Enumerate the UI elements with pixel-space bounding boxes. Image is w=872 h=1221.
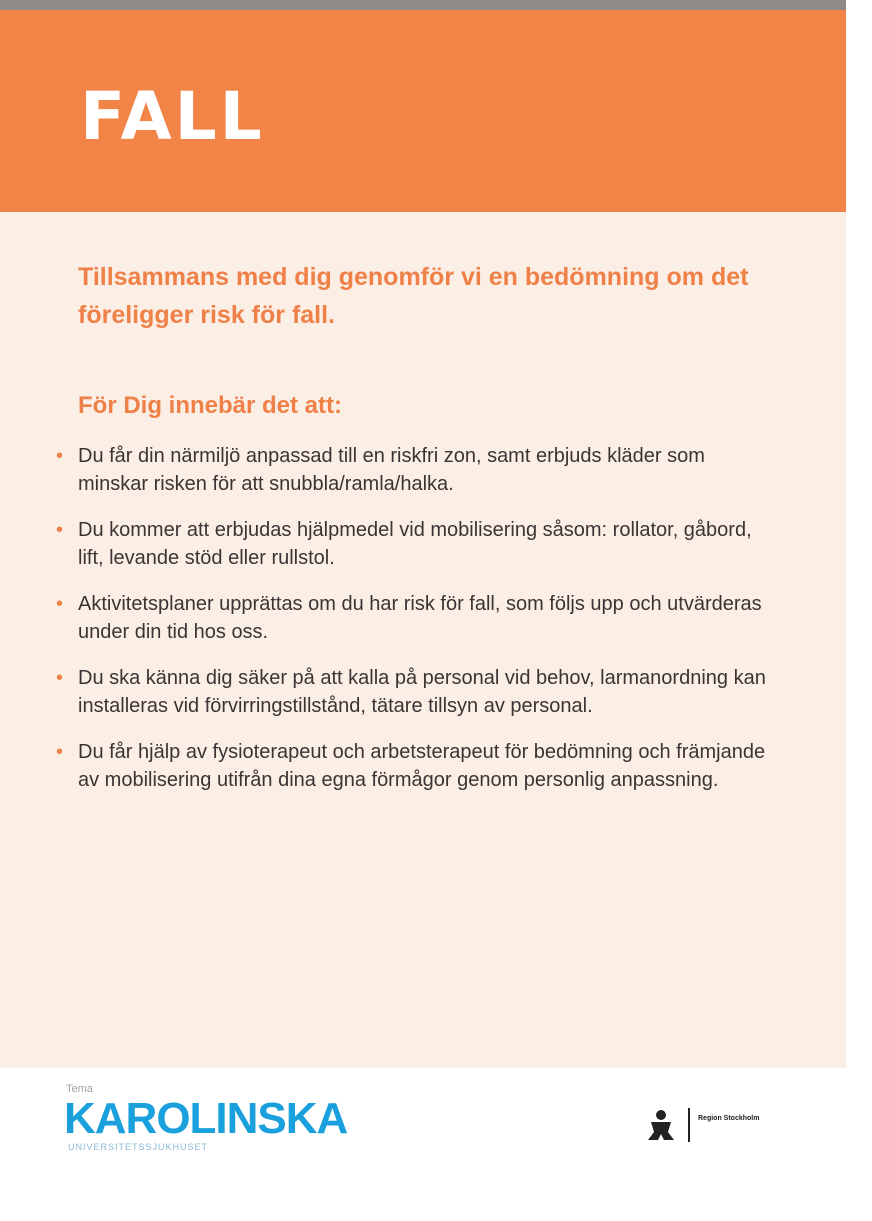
header-banner	[0, 10, 846, 212]
list-item	[56, 738, 776, 794]
list-item-text: Du kommer att erbjudas hjälpmedel vid mobilisering såsom: rollator, gåbord, lift, levande stöd eller rullstol.	[78, 519, 752, 569]
intro-lead: Tillsammans med dig genomför vi en bedömning om det föreligger risk för fall.	[78, 263, 749, 329]
partner-divider	[688, 1108, 690, 1142]
intro-subheading: För Dig innebär det att:	[78, 392, 342, 419]
partner-logo-text: Region Stockholm	[698, 1115, 760, 1122]
bullet-icon: •	[56, 519, 64, 541]
bullet-icon: •	[56, 593, 64, 615]
list-item-text: Aktivitetsplaner upprättas om du har risk för fall, som följs upp och utvärderas under din tid hos oss.	[78, 593, 762, 643]
logo-subtext: UNIVERSITETSSJUKHUSET	[68, 1142, 209, 1152]
bullet-icon: •	[56, 667, 64, 689]
list-item-text: Du får hjälp av fysioterapeut och arbetsterapeut för bedömning och främjande av mobilisering utifrån dina egna förmågor genom personlig anpassning.	[78, 741, 766, 791]
page-title: FALL	[80, 78, 265, 155]
info-list	[56, 442, 776, 812]
bullet-icon: •	[56, 445, 64, 467]
list-item	[56, 664, 776, 720]
region-crown-icon	[646, 1108, 676, 1142]
list-item-text: Du får din närmiljö anpassad till en riskfri zon, samt erbjuds kläder som minskar risken för att snubbla/ramla/halka.	[78, 445, 705, 495]
bullet-icon: •	[56, 741, 64, 763]
list-item	[56, 516, 776, 572]
karolinska-logo: KAROLINSKA	[64, 1094, 348, 1143]
logo-prefix: Tema	[66, 1083, 93, 1095]
top-border	[0, 0, 846, 10]
list-item	[56, 590, 776, 646]
list-item	[56, 442, 776, 498]
list-item-text: Du ska känna dig säker på att kalla på personal vid behov, larmanordning kan installeras vid förvirringstillstånd, tätare tillsyn av personal.	[78, 667, 766, 717]
